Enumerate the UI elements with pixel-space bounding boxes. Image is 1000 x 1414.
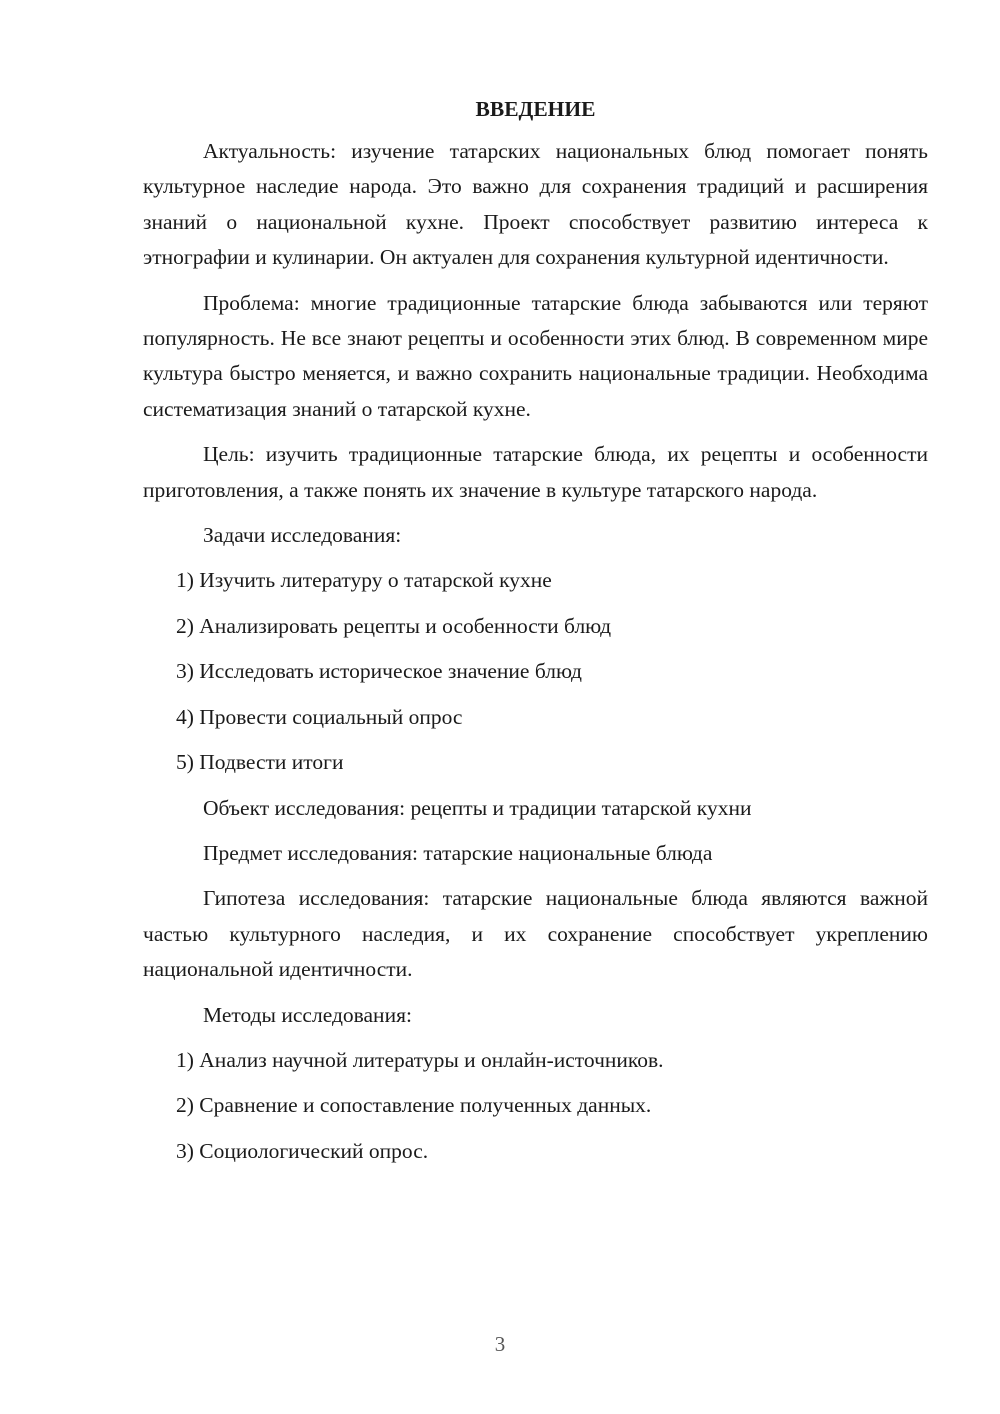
- object-line: Объект исследования: рецепты и традиции татарской кухни: [203, 795, 752, 820]
- method-item: 2) Сравнение и сопоставление полученных данных.: [176, 1093, 652, 1118]
- goal-paragraph: Цель: изучить традиционные татарские блюда, их рецепты и особенности приготовления, а также понять их значение в культуре татарского народа.: [143, 442, 928, 502]
- subject-line: Предмет исследования: татарские национальные блюда: [203, 840, 713, 865]
- method-item: 3) Социологический опрос.: [176, 1138, 429, 1163]
- methods-heading: Методы исследования:: [203, 1002, 412, 1027]
- task-item: 3) Исследовать историческое значение блюд: [176, 659, 582, 684]
- document-page: [143, 92, 928, 1179]
- task-item: 1) Изучить литературу о татарской кухне: [176, 568, 552, 593]
- method-item: 1) Анализ научной литературы и онлайн-источников.: [176, 1047, 664, 1072]
- hypothesis-paragraph: Гипотеза исследования: татарские национальные блюда являются важной частью культурного наследия, и их сохранение способствует укреплению национальной идентичности.: [143, 886, 928, 982]
- task-item: 2) Анализировать рецепты и особенности блюд: [176, 613, 612, 638]
- relevance-paragraph: Актуальность: изучение татарских национальных блюд помогает понять культурное наследие народа. Это важно для сохранения традиций и расширения знаний о национальной кухне. Проект способствует развитию интереса к этнографии и кулинарии. Он актуален для сохранения культурной идентичности.: [143, 139, 928, 270]
- page-number: 3: [494, 1332, 506, 1356]
- problem-paragraph: Проблема: многие традиционные татарские блюда забываются или теряют популярность. Не все знают рецепты и особенности этих блюд. В современном мире культура быстро меняется, и важно сохранить национальные традиции. Необходима систематизация знаний о татарской кухне.: [143, 290, 928, 421]
- tasks-heading: Задачи исследования:: [203, 523, 402, 548]
- section-title: ВВЕДЕНИЕ: [475, 97, 596, 121]
- task-item: 5) Подвести итоги: [176, 750, 344, 775]
- task-item: 4) Провести социальный опрос: [176, 704, 463, 729]
